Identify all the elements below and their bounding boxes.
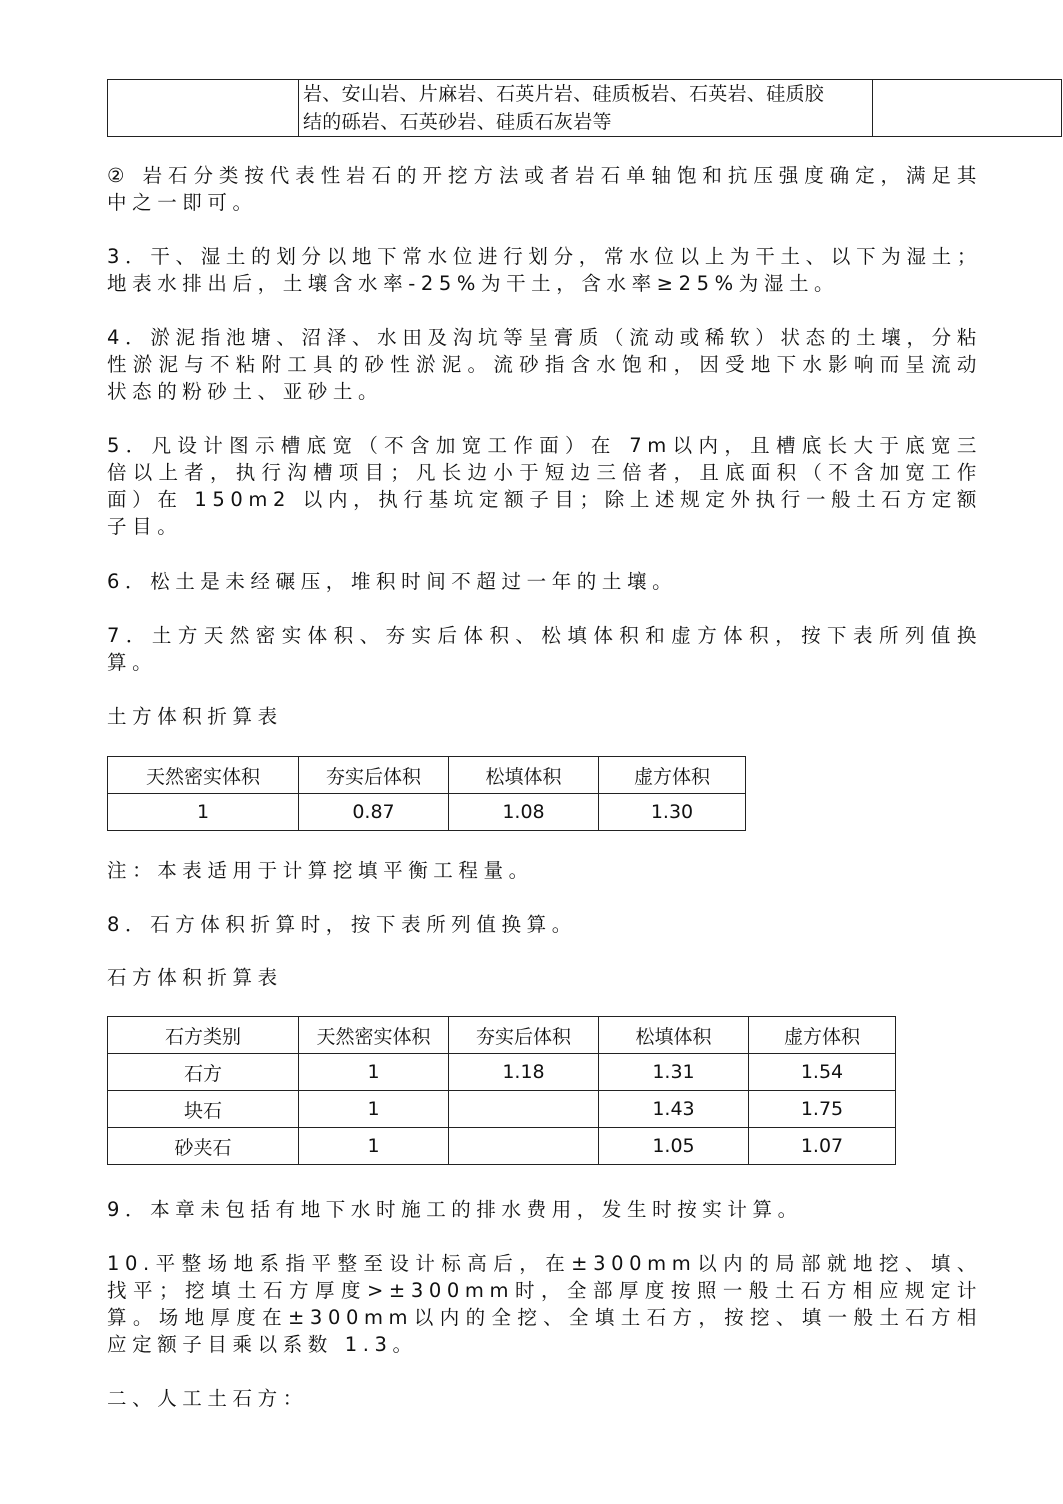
table-cell: 1.31 bbox=[599, 1054, 749, 1091]
soil-volume-conversion-table bbox=[107, 756, 746, 831]
section-heading-manual-earthwork: 二、人工土石方： bbox=[107, 1387, 308, 1410]
paragraph-10: 10.平整场地系指平整至设计标高后，在±300mm以内的局部就地挖、填、找平；挖填土石方厚度>±300mm时，全部厚度按照一般土石方相应规定计算。场地厚度在±300mm以内的全挖、全填土石方，按挖、填一般土石方相应定额子目乘以系数 1.3。 bbox=[107, 1252, 982, 1356]
table-cell: 1.18 bbox=[449, 1054, 599, 1091]
table-header-row bbox=[108, 1017, 896, 1054]
table-cell: 1.08 bbox=[449, 794, 599, 831]
table-cell: 1.07 bbox=[749, 1128, 896, 1165]
table-row bbox=[108, 1054, 896, 1091]
table-header-cell: 松填体积 bbox=[599, 1017, 749, 1054]
table-row bbox=[108, 80, 1062, 137]
table-row bbox=[108, 794, 746, 831]
paragraph-5: 5．凡设计图示槽底宽（不含加宽工作面）在 7m以内，且槽底长大于底宽三倍以上者，执行沟槽项目；凡长边小于短边三倍者，且底面积（不含加宽工作面）在 150m2 以内，执行基坑定额子目；除上述规定外执行一般土石方定额子目。 bbox=[107, 434, 982, 538]
paragraph-3: 3．干、湿土的划分以地下常水位进行划分，常水位以上为干土、以下为湿土；地表水排出后，土壤含水率-25%为干土，含水率≥25%为湿土。 bbox=[107, 245, 982, 295]
table-note: 注：本表适用于计算挖填平衡工程量。 bbox=[107, 859, 534, 882]
table-cell: 0.87 bbox=[299, 794, 449, 831]
table-cell bbox=[449, 1128, 599, 1165]
table-cell: 1.43 bbox=[599, 1091, 749, 1128]
table-cell: 块石 bbox=[108, 1091, 299, 1128]
table-cell-rock-list bbox=[299, 80, 873, 137]
table-cell bbox=[873, 80, 1062, 137]
table-header-cell: 夯实后体积 bbox=[299, 757, 449, 794]
table-header-cell: 天然密实体积 bbox=[108, 757, 299, 794]
paragraph-6: 6．松土是未经碾压，堆积时间不超过一年的土壤。 bbox=[107, 570, 678, 593]
paragraph-7: 7．土方天然密实体积、夯实后体积、松填体积和虚方体积，按下表所列值换算。 bbox=[107, 624, 982, 674]
rock-list-line-2: 结的砾岩、石英砂岩、硅质石灰岩等 bbox=[303, 111, 612, 133]
paragraph-9: 9．本章未包括有地下水时施工的排水费用，发生时按实计算。 bbox=[107, 1198, 803, 1221]
table-cell: 1.75 bbox=[749, 1091, 896, 1128]
table-cell: 石方 bbox=[108, 1054, 299, 1091]
table-header-row bbox=[108, 757, 746, 794]
soil-table-title: 土方体积折算表 bbox=[107, 705, 283, 728]
rock-classification-table-fragment bbox=[107, 79, 1062, 137]
table-header-cell: 夯实后体积 bbox=[449, 1017, 599, 1054]
rock-volume-conversion-table bbox=[107, 1016, 896, 1165]
table-cell: 1.30 bbox=[599, 794, 746, 831]
table-cell: 1 bbox=[299, 1128, 449, 1165]
paragraph-4: 4．淤泥指池塘、沼泽、水田及沟坑等呈膏质（流动或稀软）状态的土壤，分粘性淤泥与不粘附工具的砂性淤泥。流砂指含水饱和，因受地下水影响而呈流动状态的粉砂土、亚砂土。 bbox=[107, 326, 982, 403]
table-cell: 1.54 bbox=[749, 1054, 896, 1091]
table-header-cell: 石方类别 bbox=[108, 1017, 299, 1054]
table-cell bbox=[108, 80, 299, 137]
table-cell: 1 bbox=[299, 1091, 449, 1128]
table-header-cell: 松填体积 bbox=[449, 757, 599, 794]
table-header-cell: 虚方体积 bbox=[749, 1017, 896, 1054]
table-cell bbox=[449, 1091, 599, 1128]
rock-list-line-1: 岩、安山岩、片麻岩、石英片岩、硅质板岩、石英岩、硅质胶 bbox=[303, 83, 825, 105]
table-header-cell: 天然密实体积 bbox=[299, 1017, 449, 1054]
rock-table-title: 石方体积折算表 bbox=[107, 966, 283, 989]
table-row bbox=[108, 1091, 896, 1128]
table-cell: 1 bbox=[299, 1054, 449, 1091]
table-cell: 1 bbox=[108, 794, 299, 831]
table-header-cell: 虚方体积 bbox=[599, 757, 746, 794]
table-cell: 砂夹石 bbox=[108, 1128, 299, 1165]
paragraph-note-2: ② 岩石分类按代表性岩石的开挖方法或者岩石单轴饱和抗压强度确定，满足其中之一即可。 bbox=[107, 164, 982, 214]
table-row bbox=[108, 1128, 896, 1165]
table-cell: 1.05 bbox=[599, 1128, 749, 1165]
paragraph-8: 8．石方体积折算时，按下表所列值换算。 bbox=[107, 913, 577, 936]
